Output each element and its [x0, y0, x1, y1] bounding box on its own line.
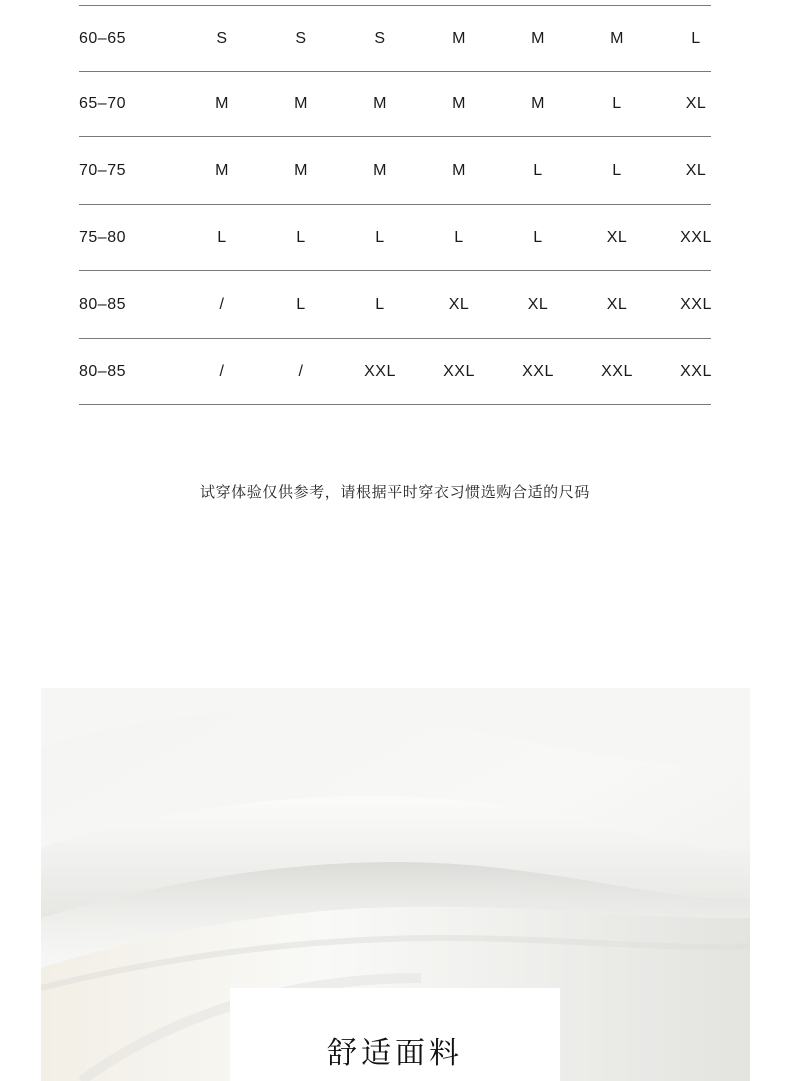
- size-cell: XXL: [522, 362, 554, 380]
- size-chart-row: [79, 137, 711, 205]
- size-chart-row: [79, 72, 711, 137]
- size-cell: L: [533, 228, 543, 246]
- size-cell: XL: [606, 228, 628, 246]
- size-cell: M: [452, 29, 466, 47]
- size-cell: L: [217, 228, 227, 246]
- size-cell: /: [298, 362, 304, 380]
- size-cell: M: [215, 95, 229, 112]
- size-cell: L: [375, 228, 385, 246]
- size-cell: L: [691, 29, 701, 47]
- size-cell: L: [533, 161, 543, 179]
- size-cell: M: [452, 161, 466, 179]
- weight-range-cell: 80–85: [79, 362, 126, 380]
- size-cell: M: [452, 95, 466, 112]
- size-cell: L: [296, 228, 306, 246]
- size-cell: XXL: [680, 228, 712, 246]
- weight-range-cell: 70–75: [79, 161, 126, 179]
- size-chart-note: 试穿体验仅供参考，请根据平时穿衣习惯选购合适的尺码: [199, 484, 590, 501]
- size-cell: XL: [527, 295, 549, 313]
- size-cell: XXL: [364, 362, 396, 380]
- fabric-caption-box: [230, 988, 560, 1081]
- size-chart-row: [79, 271, 711, 339]
- fabric-caption: 舒适面料: [327, 1036, 463, 1071]
- size-chart-row: [79, 339, 711, 405]
- size-cell: S: [374, 29, 386, 47]
- size-cell: /: [219, 362, 225, 380]
- size-cell: M: [531, 29, 545, 47]
- size-cell: L: [454, 228, 464, 246]
- size-chart-row: [79, 6, 711, 72]
- size-cell: M: [215, 161, 229, 179]
- size-cell: XL: [606, 295, 628, 313]
- weight-range-cell: 80–85: [79, 295, 126, 313]
- size-cell: XL: [448, 295, 470, 313]
- size-cell: M: [294, 161, 308, 179]
- weight-range-cell: 75–80: [79, 228, 126, 246]
- size-cell: M: [373, 95, 387, 112]
- size-chart-row: [79, 205, 711, 271]
- weight-range-cell: 65–70: [79, 95, 126, 112]
- size-cell: M: [373, 161, 387, 179]
- size-cell: M: [531, 95, 545, 112]
- weight-range-cell: 60–65: [79, 29, 126, 47]
- size-cell: S: [216, 29, 228, 47]
- size-cell: XXL: [680, 362, 712, 380]
- fabric-photo: [41, 688, 750, 1081]
- size-cell: XXL: [680, 295, 712, 313]
- size-cell: XL: [685, 161, 707, 179]
- size-cell: M: [610, 29, 624, 47]
- size-cell: XXL: [443, 362, 475, 380]
- size-cell: L: [375, 295, 385, 313]
- size-cell: L: [612, 161, 622, 179]
- size-cell: XXL: [601, 362, 633, 380]
- size-cell: S: [295, 29, 307, 47]
- size-cell: XL: [685, 95, 707, 112]
- size-cell: L: [612, 95, 622, 112]
- size-cell: /: [219, 295, 225, 313]
- size-chart-table: [79, 5, 711, 405]
- size-cell: M: [294, 95, 308, 112]
- size-cell: L: [296, 295, 306, 313]
